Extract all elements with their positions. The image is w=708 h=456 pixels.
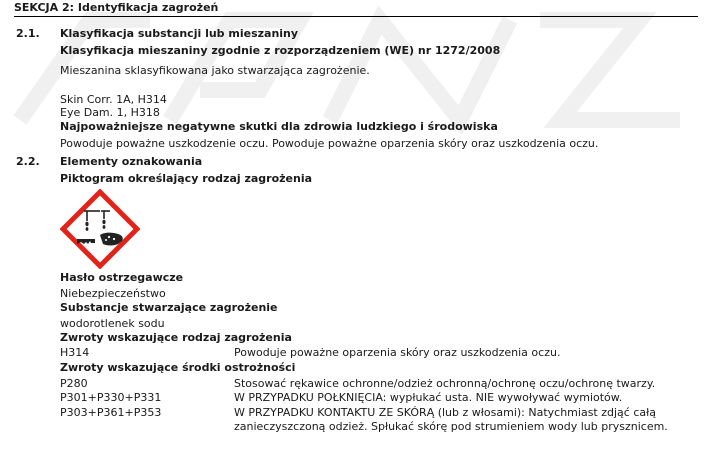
class-item: Eye Dam. 1, H318 [60,106,160,119]
precaution-text: W PRZYPADKU POŁKNIĘCIA: wypłukać usta. NIE wywoływać wymiotów. [234,391,623,404]
precaution-code: P303+P361+P353 [60,406,162,419]
precaution-text: W PRZYPADKU KONTAKTU ZE SKÓRĄ (lub z włosami): Natychmiast zdjąć całą [234,406,656,419]
ghs05-corrosion-icon [60,189,140,269]
effects-text: Powoduje poważne uszkodzenie oczu. Powoduje poważne oparzenia skóry oraz uszkodzenia oczu. [60,137,599,150]
precaution-statements-heading: Zwroty wskazujące środki ostrożności [60,361,296,374]
precaution-code: P280 [60,377,88,390]
section-2-2-title: Elementy oznakowania [60,155,203,168]
precaution-text-continued: zanieczyszczoną odzież. Spłukać skórę pod strumieniem wody lub prysznicem. [234,420,668,433]
hazard-statements-heading: Zwroty wskazujące rodzaj zagrożenia [60,331,292,344]
section-divider [14,16,698,17]
substance-name: wodorotlenek sodu [60,317,165,330]
hazard-text: Powoduje poważne oparzenia skóry oraz uszkodzenia oczu. [234,346,561,359]
signal-word: Niebezpieczeństwo [60,287,166,300]
signal-word-heading: Hasło ostrzegawcze [60,271,184,284]
class-item: Skin Corr. 1A, H314 [60,93,167,106]
precaution-code: P301+P330+P331 [60,391,162,404]
pictogram-heading: Piktogram określający rodzaj zagrożenia [60,172,313,185]
classified-text: Mieszanina sklasyfikowana jako stwarzająca zagrożenie. [60,64,370,77]
effects-heading: Najpoważniejsze negatywne skutki dla zdrowia ludzkiego i środowiska [60,120,498,133]
section-2-2-number: 2.2. [16,155,40,168]
substances-heading: Substancje stwarzające zagrożenie [60,301,278,314]
section-title: SEKCJA 2: Identyfikacja zagrożeń [14,1,219,14]
section-2-1-title: Klasyfikacja substancji lub mieszaniny [60,27,299,40]
section-2-1-number: 2.1. [16,27,40,40]
hazard-code: H314 [60,346,90,359]
precaution-text: Stosować rękawice ochronne/odzież ochronną/ochronę oczu/ochronę twarzy. [234,377,656,390]
classification-subtitle: Klasyfikacja mieszaniny zgodnie z rozporządzeniem (WE) nr 1272/2008 [60,44,501,57]
